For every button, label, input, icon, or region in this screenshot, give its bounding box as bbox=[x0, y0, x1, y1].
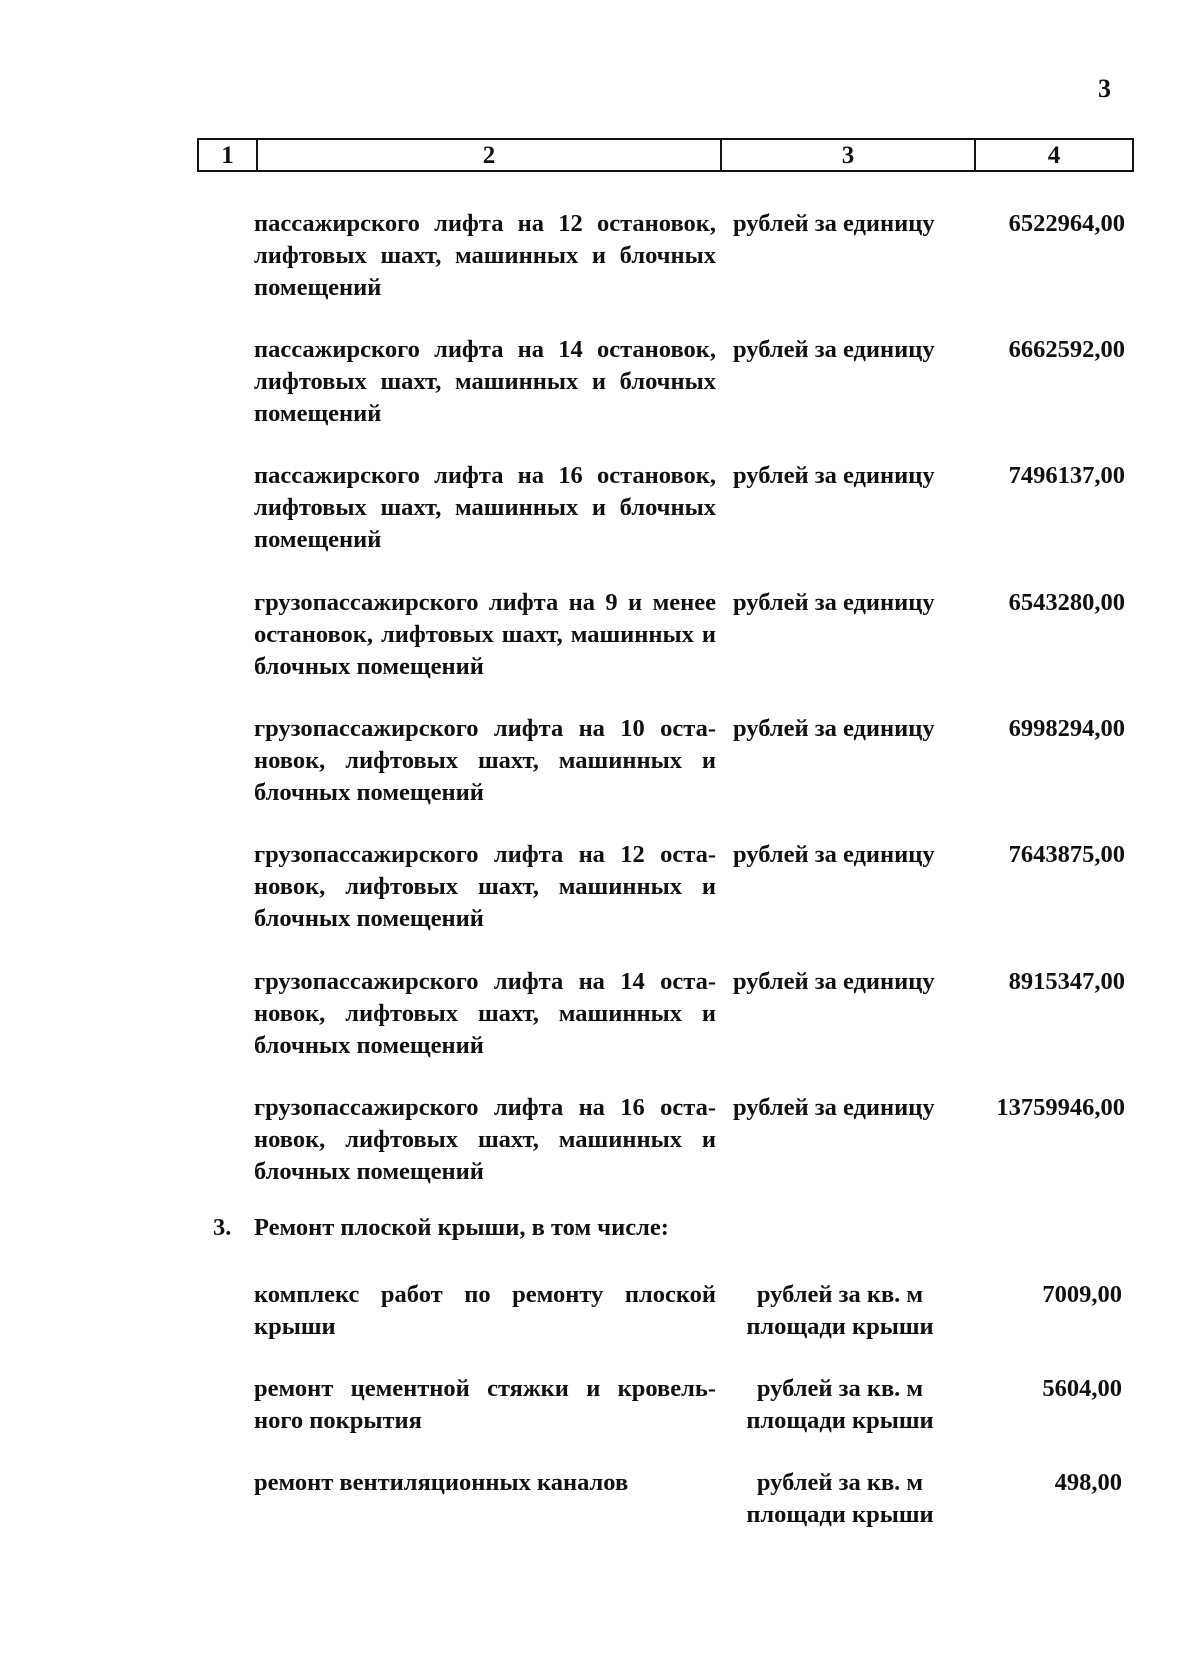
row-value: 7009,00 bbox=[1042, 1281, 1122, 1308]
row-unit-line: рублей за кв. м bbox=[756, 1281, 924, 1308]
row-unit: рублей за единицу bbox=[733, 210, 935, 237]
row-value: 7496137,00 bbox=[1008, 462, 1125, 489]
row-value: 5604,00 bbox=[1042, 1375, 1122, 1402]
row-description: пассажирского лифта на 16 остановок, лифтовых шахт, машинных и блочных помещений bbox=[254, 462, 716, 553]
row-unit bbox=[735, 1279, 945, 1343]
row-description: грузопассажирского лифта на 12 оста-новок, лифтовых шахт, машинных и блочных помещений bbox=[254, 841, 716, 932]
row-description: ремонт цементной стяжки и кровель-ного покрытия bbox=[254, 1375, 716, 1434]
row-unit-line: площади крыши bbox=[746, 1501, 934, 1528]
row-description: ремонт вентиляционных каналов bbox=[254, 1469, 629, 1496]
row-unit: рублей за единицу bbox=[733, 462, 935, 489]
row-unit: рублей за единицу bbox=[733, 1094, 935, 1121]
row-value: 498,00 bbox=[1054, 1469, 1122, 1496]
row-unit: рублей за единицу bbox=[733, 336, 935, 363]
row-unit-line: рублей за кв. м bbox=[756, 1375, 924, 1402]
row-unit-line: площади крыши bbox=[746, 1407, 934, 1434]
row-unit: рублей за единицу bbox=[733, 841, 935, 868]
table-header bbox=[197, 138, 1134, 172]
row-description: пассажирского лифта на 14 остановок, лифтовых шахт, машинных и блочных помещений bbox=[254, 336, 716, 427]
row-value: 13759946,00 bbox=[996, 1094, 1125, 1121]
row-description: пассажирского лифта на 12 остановок, лифтовых шахт, машинных и блочных помещений bbox=[254, 210, 716, 301]
column-header-2: 2 bbox=[256, 140, 720, 170]
row-description: грузопассажирского лифта на 10 оста-новок, лифтовых шахт, машинных и блочных помещений bbox=[254, 715, 716, 806]
row-value: 6543280,00 bbox=[1008, 589, 1125, 616]
section-title: Ремонт плоской крыши, в том числе: bbox=[254, 1214, 669, 1241]
row-unit-line: площади крыши bbox=[746, 1313, 934, 1340]
row-description: комплекс работ по ремонту плоской крыши bbox=[254, 1281, 716, 1340]
column-header-3: 3 bbox=[720, 140, 974, 170]
row-description: грузопассажирского лифта на 14 оста-новок, лифтовых шахт, машинных и блочных помещений bbox=[254, 968, 716, 1059]
row-value: 6998294,00 bbox=[1008, 715, 1125, 742]
row-unit bbox=[735, 1467, 945, 1531]
row-value: 8915347,00 bbox=[1008, 968, 1125, 995]
row-value: 7643875,00 bbox=[1008, 841, 1125, 868]
column-header-4: 4 bbox=[974, 140, 1132, 170]
row-unit bbox=[735, 1373, 945, 1437]
section-number: 3. bbox=[213, 1214, 232, 1241]
row-value: 6662592,00 bbox=[1008, 336, 1125, 363]
row-value: 6522964,00 bbox=[1008, 210, 1125, 237]
row-unit-line: рублей за кв. м bbox=[756, 1469, 924, 1496]
row-description: грузопассажирского лифта на 16 оста-новок, лифтовых шахт, машинных и блочных помещений bbox=[254, 1094, 716, 1185]
row-unit: рублей за единицу bbox=[733, 589, 935, 616]
column-header-1: 1 bbox=[221, 141, 234, 169]
row-unit: рублей за единицу bbox=[733, 968, 935, 995]
row-description: грузопассажирского лифта на 9 и менее остановок, лифтовых шахт, машинных и блочных помещений bbox=[254, 589, 716, 680]
page-number: 3 bbox=[1098, 74, 1111, 103]
row-unit: рублей за единицу bbox=[733, 715, 935, 742]
